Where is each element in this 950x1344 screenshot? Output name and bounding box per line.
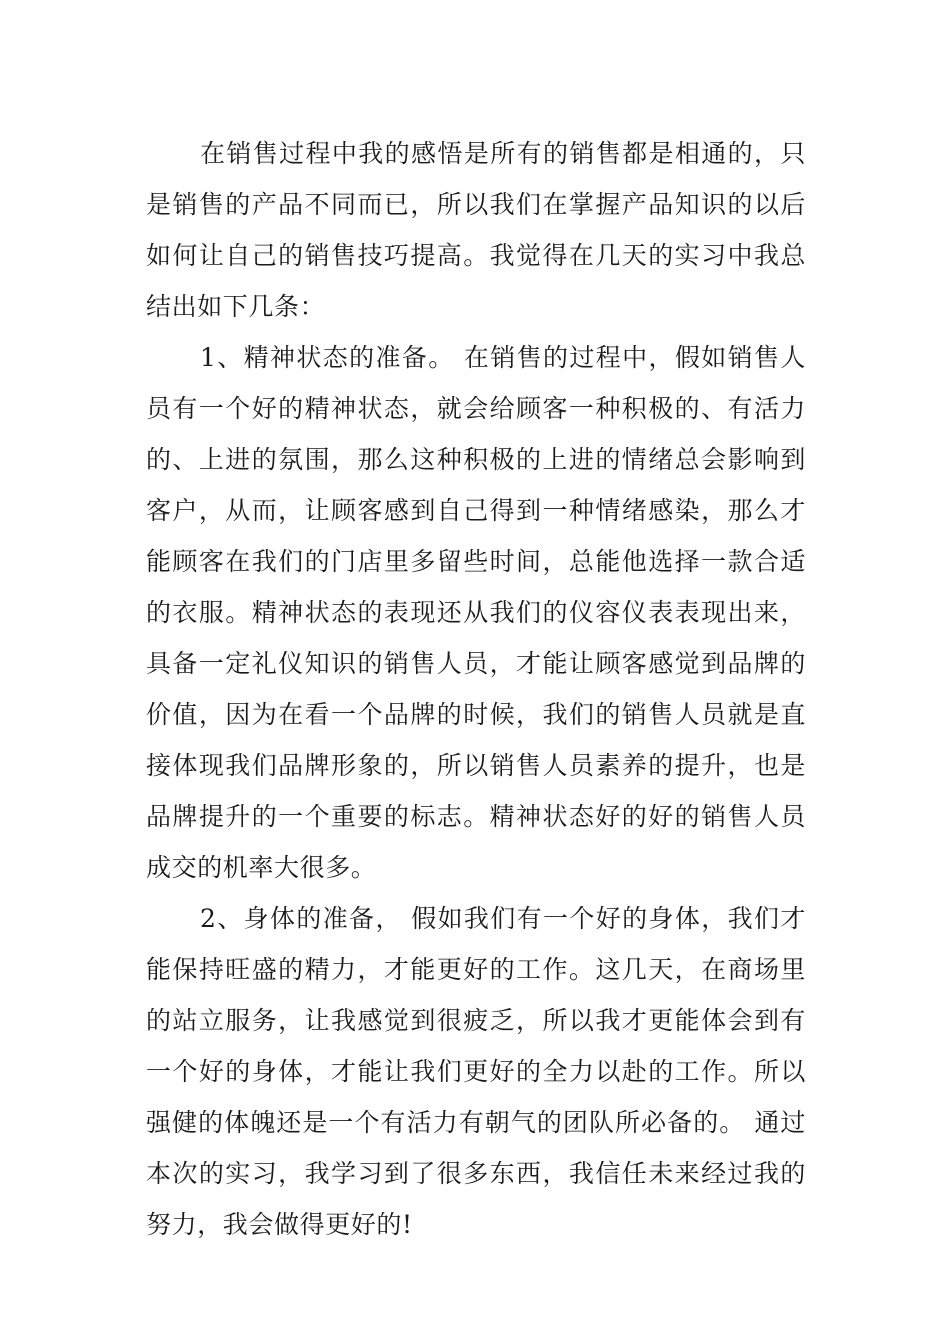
document-page	[146, 128, 806, 1250]
paragraph-mental-state: 1、精神状态的准备。 在销售的过程中，假如销售人员有一个好的精神状态，就会给顾客一种积极的、有活力的、上进的氛围，那么这种积极的上进的情绪总会影响到客户，从而，让顾客感到自己得到一种情绪感染，那么才能顾客在我们的门店里多留些时间，总能他选择一款合适的衣服。精神状态的表现还从我们的仪容仪表表现出来，具备一定礼仪知识的销售人员，才能让顾客感觉到品牌的价值，因为在看一个品牌的时候，我们的销售人员就是直接体现我们品牌形象的，所以销售人员素养的提升，也是品牌提升的一个重要的标志。精神状态好的好的销售人员成交的机率大很多。	[146, 343, 806, 882]
paragraph-physical: 2、身体的准备， 假如我们有一个好的身体，我们才能保持旺盛的精力，才能更好的工作。这几天，在商场里的站立服务，让我感觉到很疲乏，所以我才更能体会到有一个好的身体，才能让我们更好的全力以赴的工作。所以强健的体魄还是一个有活力有朝气的团队所必备的。 通过本次的实习，我学习到了很多东西，我信任未来经过我的努力，我会做得更好的!	[146, 904, 806, 1239]
paragraph-intro: 在销售过程中我的感悟是所有的销售都是相通的，只是销售的产品不同而已，所以我们在掌握产品知识的以后如何让自己的销售技巧提高。我觉得在几天的实习中我总结出如下几条：	[146, 139, 806, 321]
